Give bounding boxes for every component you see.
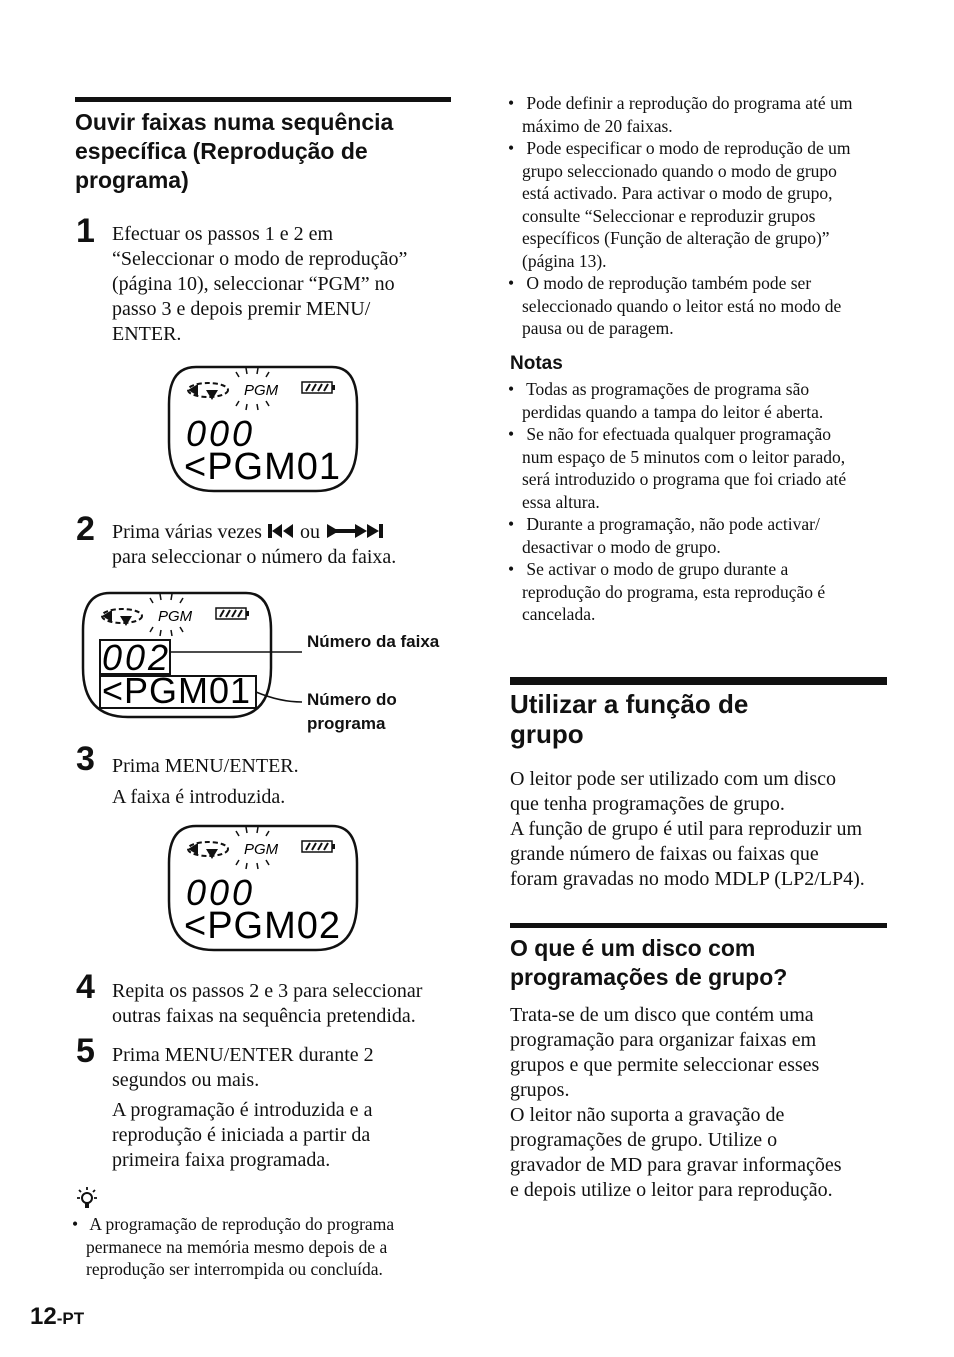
- section-title-program-play: [75, 108, 393, 195]
- text-line: O leitor não suporta a gravação de: [510, 1104, 785, 1126]
- text-line: ENTER.: [112, 323, 182, 345]
- step-number-5: 5: [76, 1032, 95, 1070]
- label-program-number: [307, 688, 397, 736]
- step-number-4: 4: [76, 968, 95, 1006]
- previous-track-icon: [267, 523, 295, 539]
- line: essa altura.: [522, 491, 600, 512]
- line: está activado. Para activar o modo de grupo,: [522, 183, 833, 203]
- text-line: passo 3 e depois premir MENU/: [112, 298, 371, 320]
- line: consulte “Seleccionar e reproduzir grupos: [522, 205, 816, 226]
- list-item: [508, 272, 898, 340]
- text-line: reprodução é iniciada a partir da: [112, 1124, 371, 1146]
- lcd-top-readout: 000: [186, 872, 256, 913]
- lcd-display-3: [166, 823, 360, 953]
- section-3-body: [510, 1003, 842, 1203]
- text-line: gravador de MD para gravar informações: [510, 1154, 842, 1176]
- step-number-1: 1: [76, 212, 95, 250]
- list-item: [508, 137, 898, 272]
- section-2-body: [510, 767, 865, 892]
- title-line: Utilizar a função de: [510, 689, 749, 719]
- line: grupo seleccionado quando o modo de grupo: [522, 160, 837, 181]
- lcd-bottom-readout: <PGM01: [184, 446, 342, 488]
- text-line: e depois utilize o leitor para reprodução.: [510, 1179, 833, 1201]
- text-line: O leitor pode ser utilizado com um disco: [510, 768, 837, 790]
- section-title-group-disc: [510, 934, 787, 992]
- line: máximo de 20 faixas.: [522, 115, 673, 136]
- text-line: (página 10), seleccionar “PGM” no: [112, 273, 395, 295]
- lcd-bottom-readout: <PGM01: [102, 670, 252, 711]
- tip-line: reprodução ser interrompida ou concluída.: [86, 1259, 383, 1279]
- line: Pode especificar o modo de reprodução de um: [526, 138, 851, 158]
- section-rule-left: [75, 97, 451, 102]
- text-line: Repita os passos 2 e 3 para seleccionar: [112, 980, 423, 1002]
- text-line: segundos ou mais.: [112, 1069, 260, 1091]
- text-line: grupos.: [510, 1079, 570, 1101]
- list-item: [508, 378, 898, 423]
- text-line: A função de grupo é util para reproduzir um: [510, 818, 863, 840]
- lcd-bottom-readout: <PGM02: [184, 905, 342, 947]
- step-number-2: 2: [76, 510, 95, 548]
- section-rule-group: [510, 677, 887, 685]
- line: Pode definir a reprodução do programa até um: [526, 93, 853, 113]
- notes-title: Notas: [510, 353, 563, 374]
- step-2-line-1: [112, 520, 396, 545]
- text-line: A programação é introduzida e a: [112, 1099, 373, 1121]
- text-line: A faixa é introduzida.: [112, 786, 286, 808]
- step-2-line-2: para seleccionar o número da faixa.: [112, 546, 397, 568]
- pgm-indicator: PGM: [158, 608, 193, 625]
- line: pausa ou de paragem.: [522, 318, 674, 338]
- pgm-indicator: PGM: [244, 841, 279, 858]
- line: seleccionado quando o leitor está no modo de: [522, 295, 842, 316]
- pgm-indicator: PGM: [244, 382, 279, 399]
- step-4-text: [112, 979, 422, 1029]
- text-line: Prima MENU/ENTER.: [112, 755, 299, 777]
- line: num espaço de 5 minutos com o leitor parado,: [522, 446, 846, 467]
- list-item: [508, 513, 898, 558]
- text-line: grupos e que permite seleccionar esses: [510, 1054, 820, 1076]
- text-line: Trata-se de um disco que contém uma: [510, 1004, 814, 1026]
- line: específicos (Função de alteração de grupo)”: [522, 228, 830, 248]
- notes-bullet-list: [508, 378, 898, 626]
- list-item: [508, 558, 898, 626]
- text-line: programação para organizar faixas em: [510, 1029, 817, 1051]
- text-line: que tenha programações de grupo.: [510, 793, 785, 815]
- line: O modo de reprodução também pode ser: [526, 273, 812, 293]
- line: (página 13).: [522, 250, 607, 271]
- tip-line: A programação de reprodução do programa: [89, 1214, 395, 1234]
- title-line: Ouvir faixas numa sequência: [75, 109, 394, 135]
- tip-lightbulb-icon: [76, 1186, 98, 1210]
- step-1-text: [112, 222, 407, 347]
- line: Se não for efectuada qualquer programação: [526, 424, 832, 444]
- title-line: específica (Reprodução de: [75, 138, 368, 164]
- line: perdidas quando a tampa do leitor é aberta.: [522, 401, 824, 422]
- step-5-text: [112, 1043, 374, 1173]
- label-line: Número do: [307, 690, 397, 709]
- text-line: “Seleccionar o modo de reprodução”: [112, 248, 408, 270]
- title-line: O que é um disco com: [510, 935, 756, 961]
- text-line: Efectuar os passos 1 e 2 em: [112, 223, 334, 245]
- next-track-icon: [325, 523, 391, 539]
- line: Durante a programação, não pode activar/: [526, 514, 820, 534]
- line: Todas as programações de programa são: [526, 379, 810, 399]
- tip-text: [72, 1213, 466, 1281]
- step-2-text: [112, 520, 396, 570]
- text-line: foram gravadas no modo MDLP (LP2/LP4).: [510, 868, 865, 890]
- line: Se activar o modo de grupo durante a: [526, 559, 789, 579]
- step-number-3: 3: [76, 740, 95, 778]
- text-segment: ou: [299, 521, 320, 543]
- label-line: programa: [307, 714, 386, 733]
- page-number-value: 12: [30, 1303, 57, 1330]
- list-item: [508, 92, 898, 137]
- tip-line: permanece na memória mesmo depois de a: [86, 1236, 388, 1257]
- line: desactivar o modo de grupo.: [522, 536, 721, 557]
- page-number: [30, 1303, 84, 1331]
- lcd-top-readout: 002: [102, 637, 172, 678]
- label-track-number: Número da faixa: [307, 632, 440, 651]
- line: cancelada.: [522, 604, 596, 624]
- lcd-top-readout: 000: [186, 413, 256, 454]
- text-line: programações de grupo. Utilize o: [510, 1129, 778, 1151]
- title-line: grupo: [510, 719, 584, 749]
- step-3-text: [112, 751, 299, 813]
- title-line: programa): [75, 167, 189, 193]
- page-number-suffix: -PT: [56, 1309, 85, 1328]
- section-rule-disc: [510, 923, 887, 928]
- text-line: grande número de faixas ou faixas que: [510, 843, 819, 865]
- section-title-group-function: [510, 689, 748, 749]
- tips-bullet-list: [508, 92, 898, 340]
- list-item: [508, 423, 898, 513]
- line: será introduzido o programa que foi criado até: [522, 469, 847, 489]
- text-segment: Prima várias vezes: [112, 521, 262, 543]
- line: reprodução do programa, esta reprodução é: [522, 581, 826, 602]
- title-line: programações de grupo?: [510, 964, 788, 990]
- text-line: outras faixas na sequência pretendida.: [112, 1005, 416, 1027]
- lcd-display-1: [166, 364, 360, 494]
- text-line: primeira faixa programada.: [112, 1149, 331, 1171]
- text-line: Prima MENU/ENTER durante 2: [112, 1044, 374, 1066]
